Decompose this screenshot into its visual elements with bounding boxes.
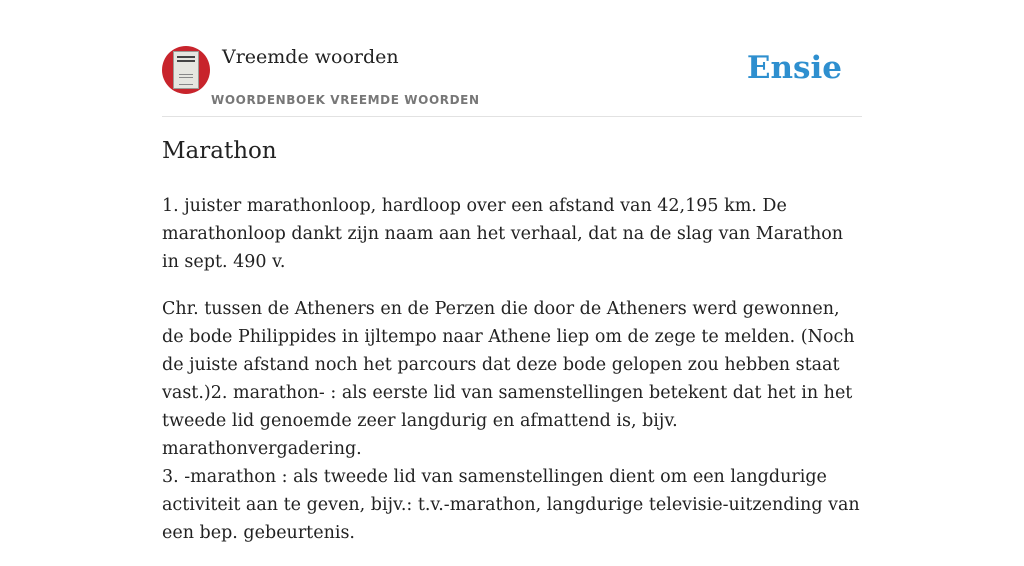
site-header xyxy=(162,40,862,117)
book-cover-icon xyxy=(173,51,199,89)
entry-definition xyxy=(162,192,862,566)
definition-paragraph-2 xyxy=(162,295,862,547)
dictionary-avatar[interactable] xyxy=(162,46,210,94)
dictionary-title[interactable]: Vreemde woorden xyxy=(222,46,399,68)
ensie-logo[interactable]: Ensie xyxy=(746,50,842,86)
entry-title: Marathon xyxy=(162,138,277,164)
definition-paragraph-1: 1. juister marathonloop, hardloop over een afstand van 42,195 km. De marathonloop dankt zijn naam aan het verhaal, dat na de slag van Marathon in sept. 490 v. xyxy=(162,196,844,272)
definition-paragraph-2-text: Chr. tussen de Atheners en de Perzen die door de Atheners werd gewonnen, de bode Philippides in ijltempo naar Athene liep om de zege te melden. (Noch de juiste afstand noch het parcours dat deze bode gelopen zou hebben staat vast.)2. marathon- : als eerste lid van samenstellingen betekent dat het in het tweede lid genoemde zeer langdurig en afmattend is, bijv. marathonvergadering. xyxy=(162,299,855,459)
definition-paragraph-3-text: 3. -marathon : als tweede lid van samenstellingen dient om een langdurige activiteit aan te geven, bijv.: t.v.-marathon, langdurige televisie-uitzending van een bep. gebeurtenis. xyxy=(162,467,860,543)
dictionary-subtitle[interactable]: WOORDENBOEK VREEMDE WOORDEN xyxy=(211,93,480,107)
